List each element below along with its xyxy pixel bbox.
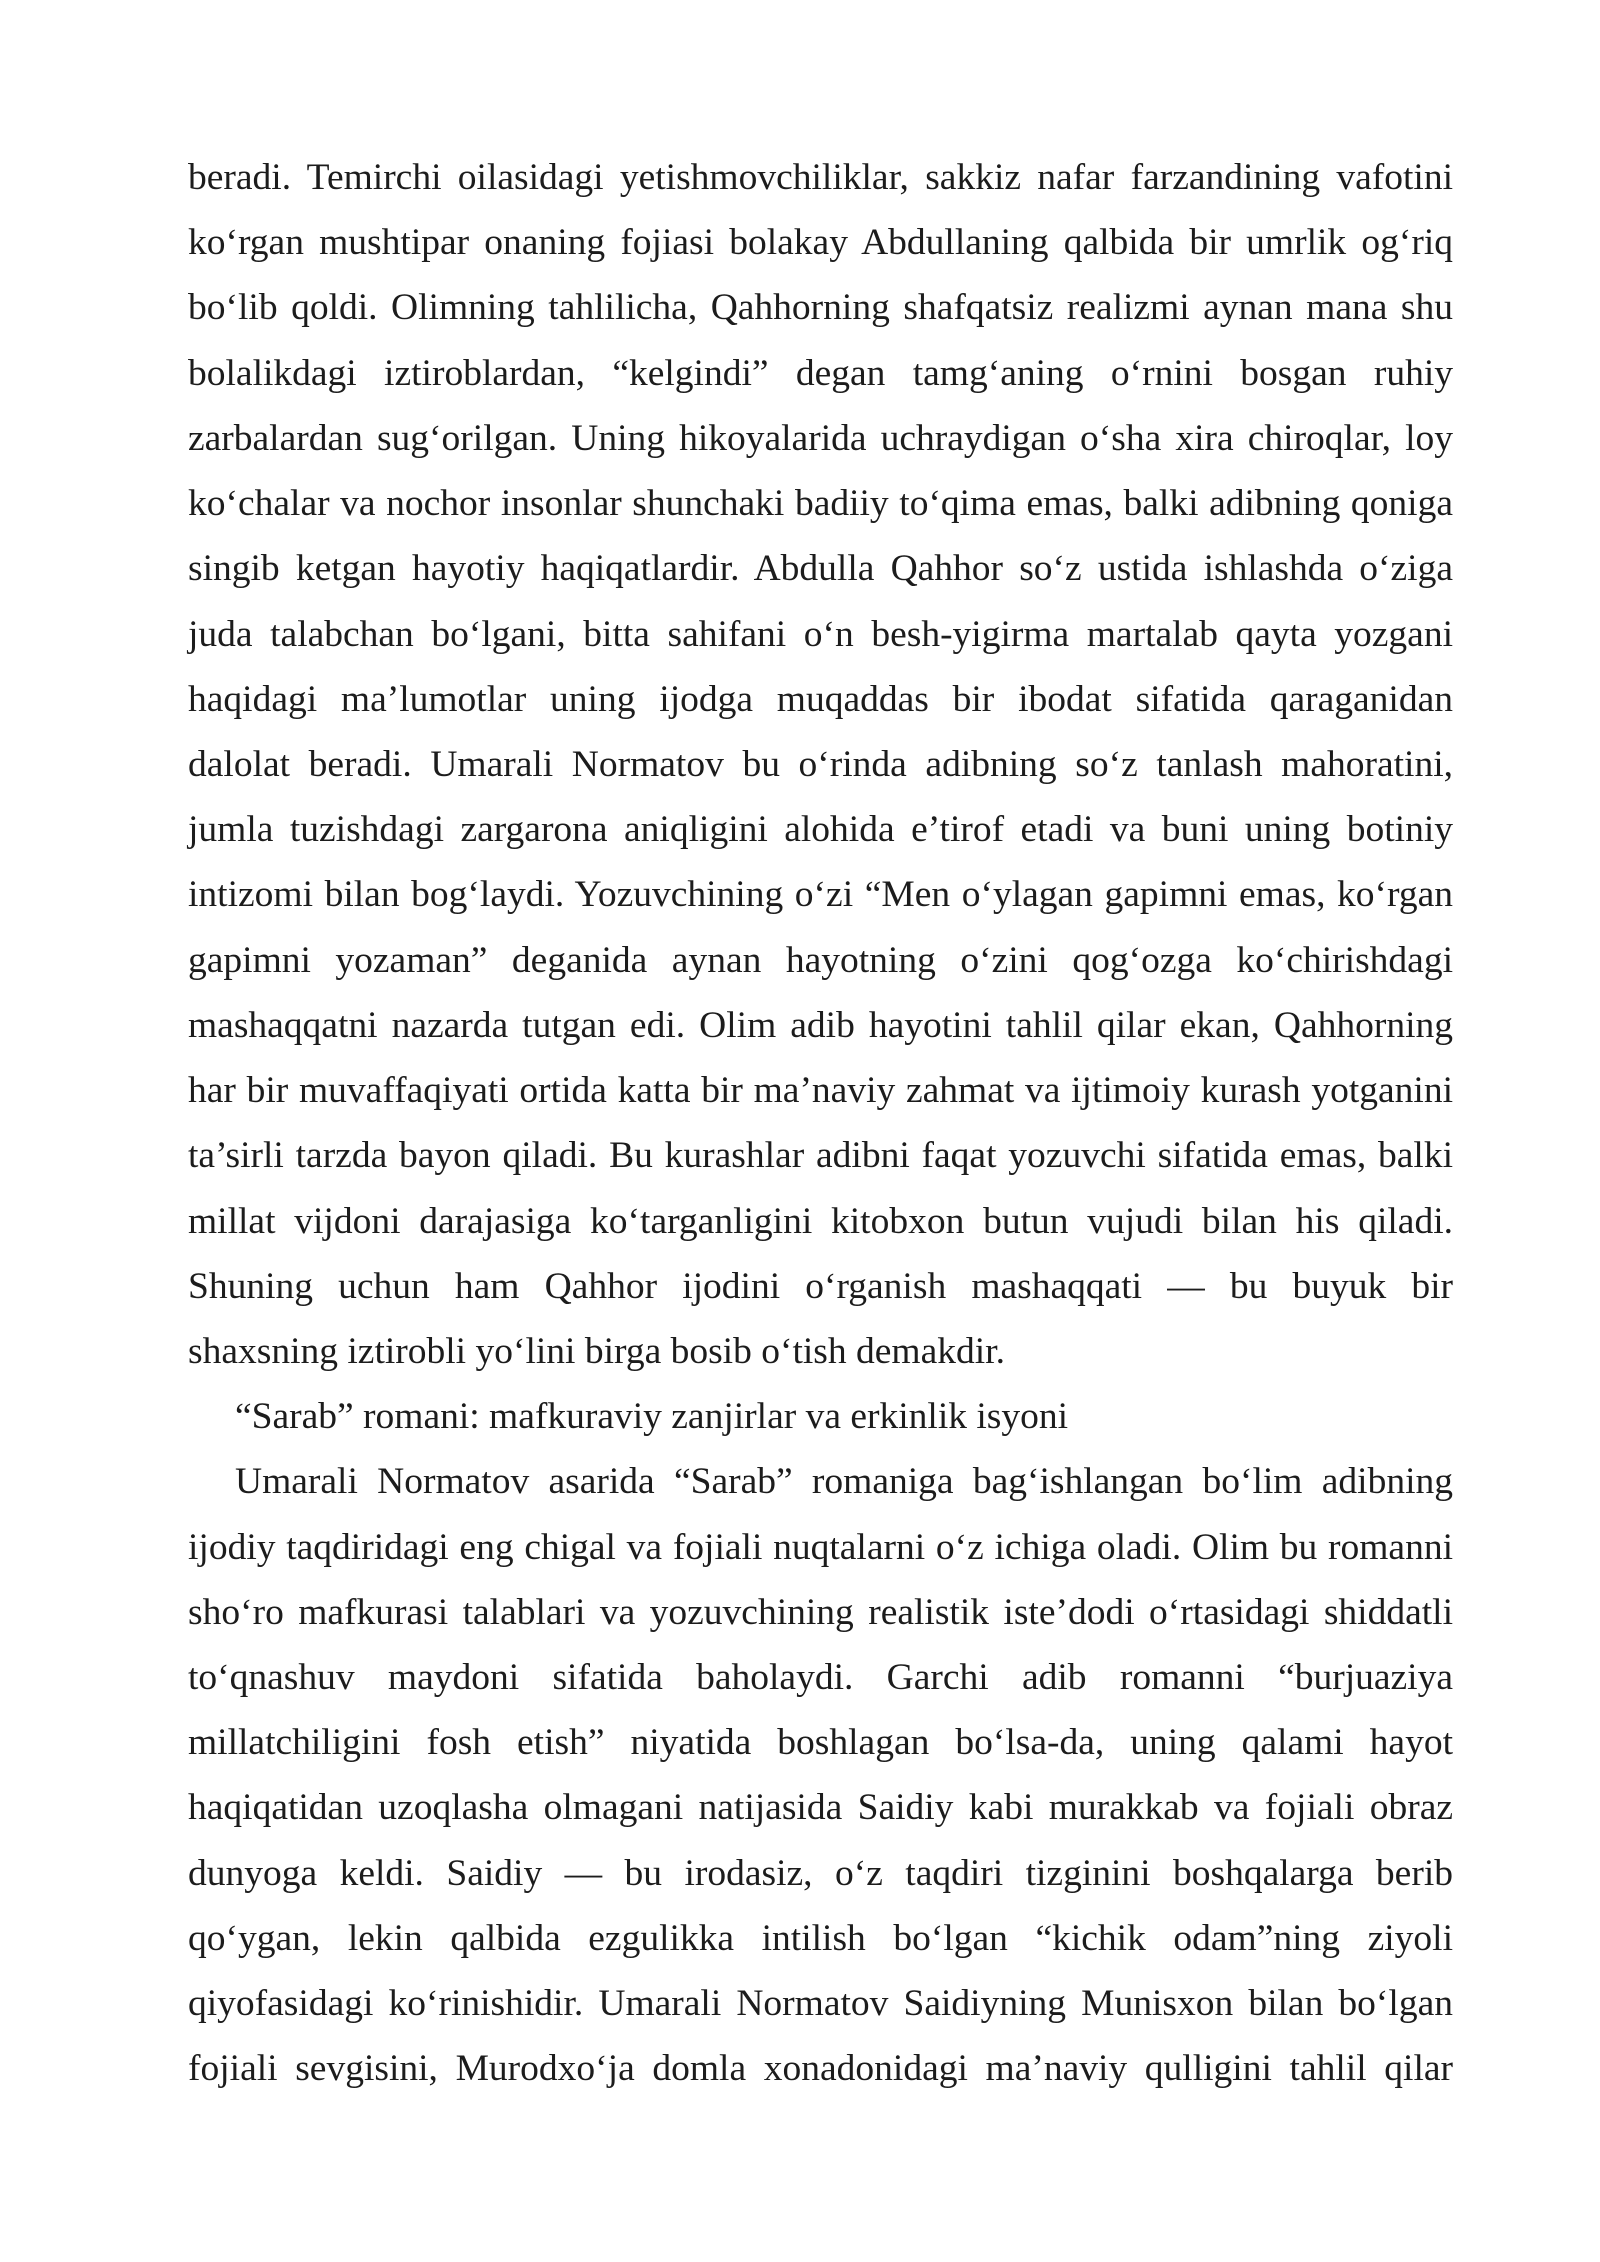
text-line-content: qiyofasidagi ko‘rinishidir. Umarali Normatov Saidiyning Munisxon bilan bo‘lgan [188, 1983, 1453, 2025]
text-line [188, 1645, 1453, 1710]
text-line-content: fojiali sevgisini, Murodxo‘ja domla xonadonidagi ma’naviy qulligini tahlil qilar [188, 2048, 1453, 2090]
text-line-content: haqiqatidan uzoqlasha olmagani natijasida Saidiy kabi murakkab va fojiali obraz [188, 1787, 1453, 1829]
text-line [188, 993, 1453, 1058]
text-line [188, 862, 1453, 927]
text-line-content: “Sarab” romani: mafkuraviy zanjirlar va erkinlik isyoni [235, 1396, 1069, 1438]
text-line-content: singib ketgan hayotiy haqiqatlardir. Abdulla Qahhor so‘z ustida ishlashda o‘ziga [188, 548, 1453, 590]
section-heading [188, 1384, 1453, 1449]
text-line-content: dunyoga keldi. Saidiy — bu irodasiz, o‘z taqdiri tizginini boshqalarga berib [188, 1852, 1453, 1894]
text-line [188, 1123, 1453, 1188]
text-line [188, 1580, 1453, 1645]
text-line [188, 1710, 1453, 1775]
text-line [188, 1319, 1453, 1384]
text-line-content: bo‘lib qoldi. Olimning tahlilicha, Qahhorning shafqatsiz realizmi aynan mana shu [188, 287, 1453, 329]
text-line-content: mashaqqatni nazarda tutgan edi. Olim adib hayotini tahlil qilar ekan, Qahhorning [188, 1004, 1453, 1046]
text-line [188, 275, 1453, 340]
text-line [188, 732, 1453, 797]
text-line [188, 1449, 1453, 1514]
text-line-content: har bir muvaffaqiyati ortida katta bir ma’naviy zahmat va ijtimoiy kurash yotganini [188, 1070, 1453, 1112]
text-line-content: to‘qnashuv maydoni sifatida baholaydi. Garchi adib romanni “burjuaziya [188, 1657, 1453, 1699]
text-line [188, 1775, 1453, 1840]
text-line-content: zarbalardan sug‘orilgan. Uning hikoyalarida uchraydigan o‘sha xira chiroqlar, loy [188, 417, 1453, 459]
text-line-content: millatchiligini fosh etish” niyatida boshlagan bo‘lsa-da, uning qalami hayot [188, 1722, 1453, 1764]
text-line [188, 341, 1453, 406]
text-line-content: ko‘rgan mushtipar onaning fojiasi bolakay Abdullaning qalbida bir umrlik og‘riq [188, 222, 1453, 264]
text-line-content: beradi. Temirchi oilasidagi yetishmovchiliklar, sakkiz nafar farzandining vafotini [188, 157, 1453, 198]
body-paragraph [188, 1449, 1453, 2101]
text-line-content: haqidagi ma’lumotlar uning ijodga muqaddas bir ibodat sifatida qaraganidan [188, 678, 1453, 720]
text-line-content: ijodiy taqdiridagi eng chigal va fojiali nuqtalarni o‘z ichiga oladi. Olim bu romanni [188, 1526, 1453, 1568]
text-line [188, 1254, 1453, 1319]
text-line-content: dalolat beradi. Umarali Normatov bu o‘rinda adibning so‘z tanlash mahoratini, [188, 743, 1453, 785]
text-line [188, 210, 1453, 275]
text-line-content: qo‘ygan, lekin qalbida ezgulikka intilish bo‘lgan “kichik odam”ning ziyoli [188, 1917, 1453, 1959]
text-line [188, 536, 1453, 601]
text-line [188, 797, 1453, 862]
text-line-content: intizomi bilan bog‘laydi. Yozuvchining o‘zi “Men o‘ylagan gapimni emas, ko‘rgan [188, 874, 1453, 916]
text-line-content: jumla tuzishdagi zargarona aniqligini alohida e’tirof etadi va buni uning botiniy [188, 809, 1453, 851]
text-line-content: juda talabchan bo‘lgani, bitta sahifani o‘n besh-yigirma martalab qayta yozgani [188, 613, 1453, 655]
text-line [188, 471, 1453, 536]
text-line-content: Umarali Normatov asarida “Sarab” romaniga bag‘ishlangan bo‘lim adibning [235, 1461, 1453, 1503]
text-line [188, 2036, 1453, 2101]
text-line [188, 602, 1453, 667]
text-line [188, 1384, 1453, 1449]
text-line-content: ko‘chalar va nochor insonlar shunchaki badiiy to‘qima emas, balki adibning qoniga [188, 483, 1453, 525]
text-line [188, 145, 1453, 210]
text-line [188, 667, 1453, 732]
text-line [188, 1971, 1453, 2036]
text-line [188, 1841, 1453, 1906]
document-body [188, 145, 1453, 2102]
text-line-content: ta’sirli tarzda bayon qiladi. Bu kurashlar adibni faqat yozuvchi sifatida emas, balki [188, 1135, 1453, 1177]
text-line-content: millat vijdoni darajasiga ko‘targanligini kitobxon butun vujudi bilan his qiladi. [188, 1200, 1453, 1242]
text-line [188, 1189, 1453, 1254]
body-paragraph [188, 145, 1453, 1384]
text-line-content: gapimni yozaman” deganida aynan hayotning o‘zini qog‘ozga ko‘chirishdagi [188, 939, 1453, 981]
text-line [188, 1058, 1453, 1123]
text-line [188, 1515, 1453, 1580]
text-line-content: Shuning uchun ham Qahhor ijodini o‘rganish mashaqqati — bu buyuk bir [188, 1265, 1453, 1307]
text-line-content: sho‘ro mafkurasi talablari va yozuvchining realistik iste’dodi o‘rtasidagi shiddatli [188, 1591, 1453, 1633]
text-line [188, 406, 1453, 471]
text-line-content: shaxsning iztirobli yo‘lini birga bosib o‘tish demakdir. [188, 1330, 1005, 1372]
text-line [188, 928, 1453, 993]
text-line-content: bolalikdagi iztiroblardan, “kelgindi” degan tamg‘aning o‘rnini bosgan ruhiy [188, 352, 1453, 394]
text-line [188, 1906, 1453, 1971]
